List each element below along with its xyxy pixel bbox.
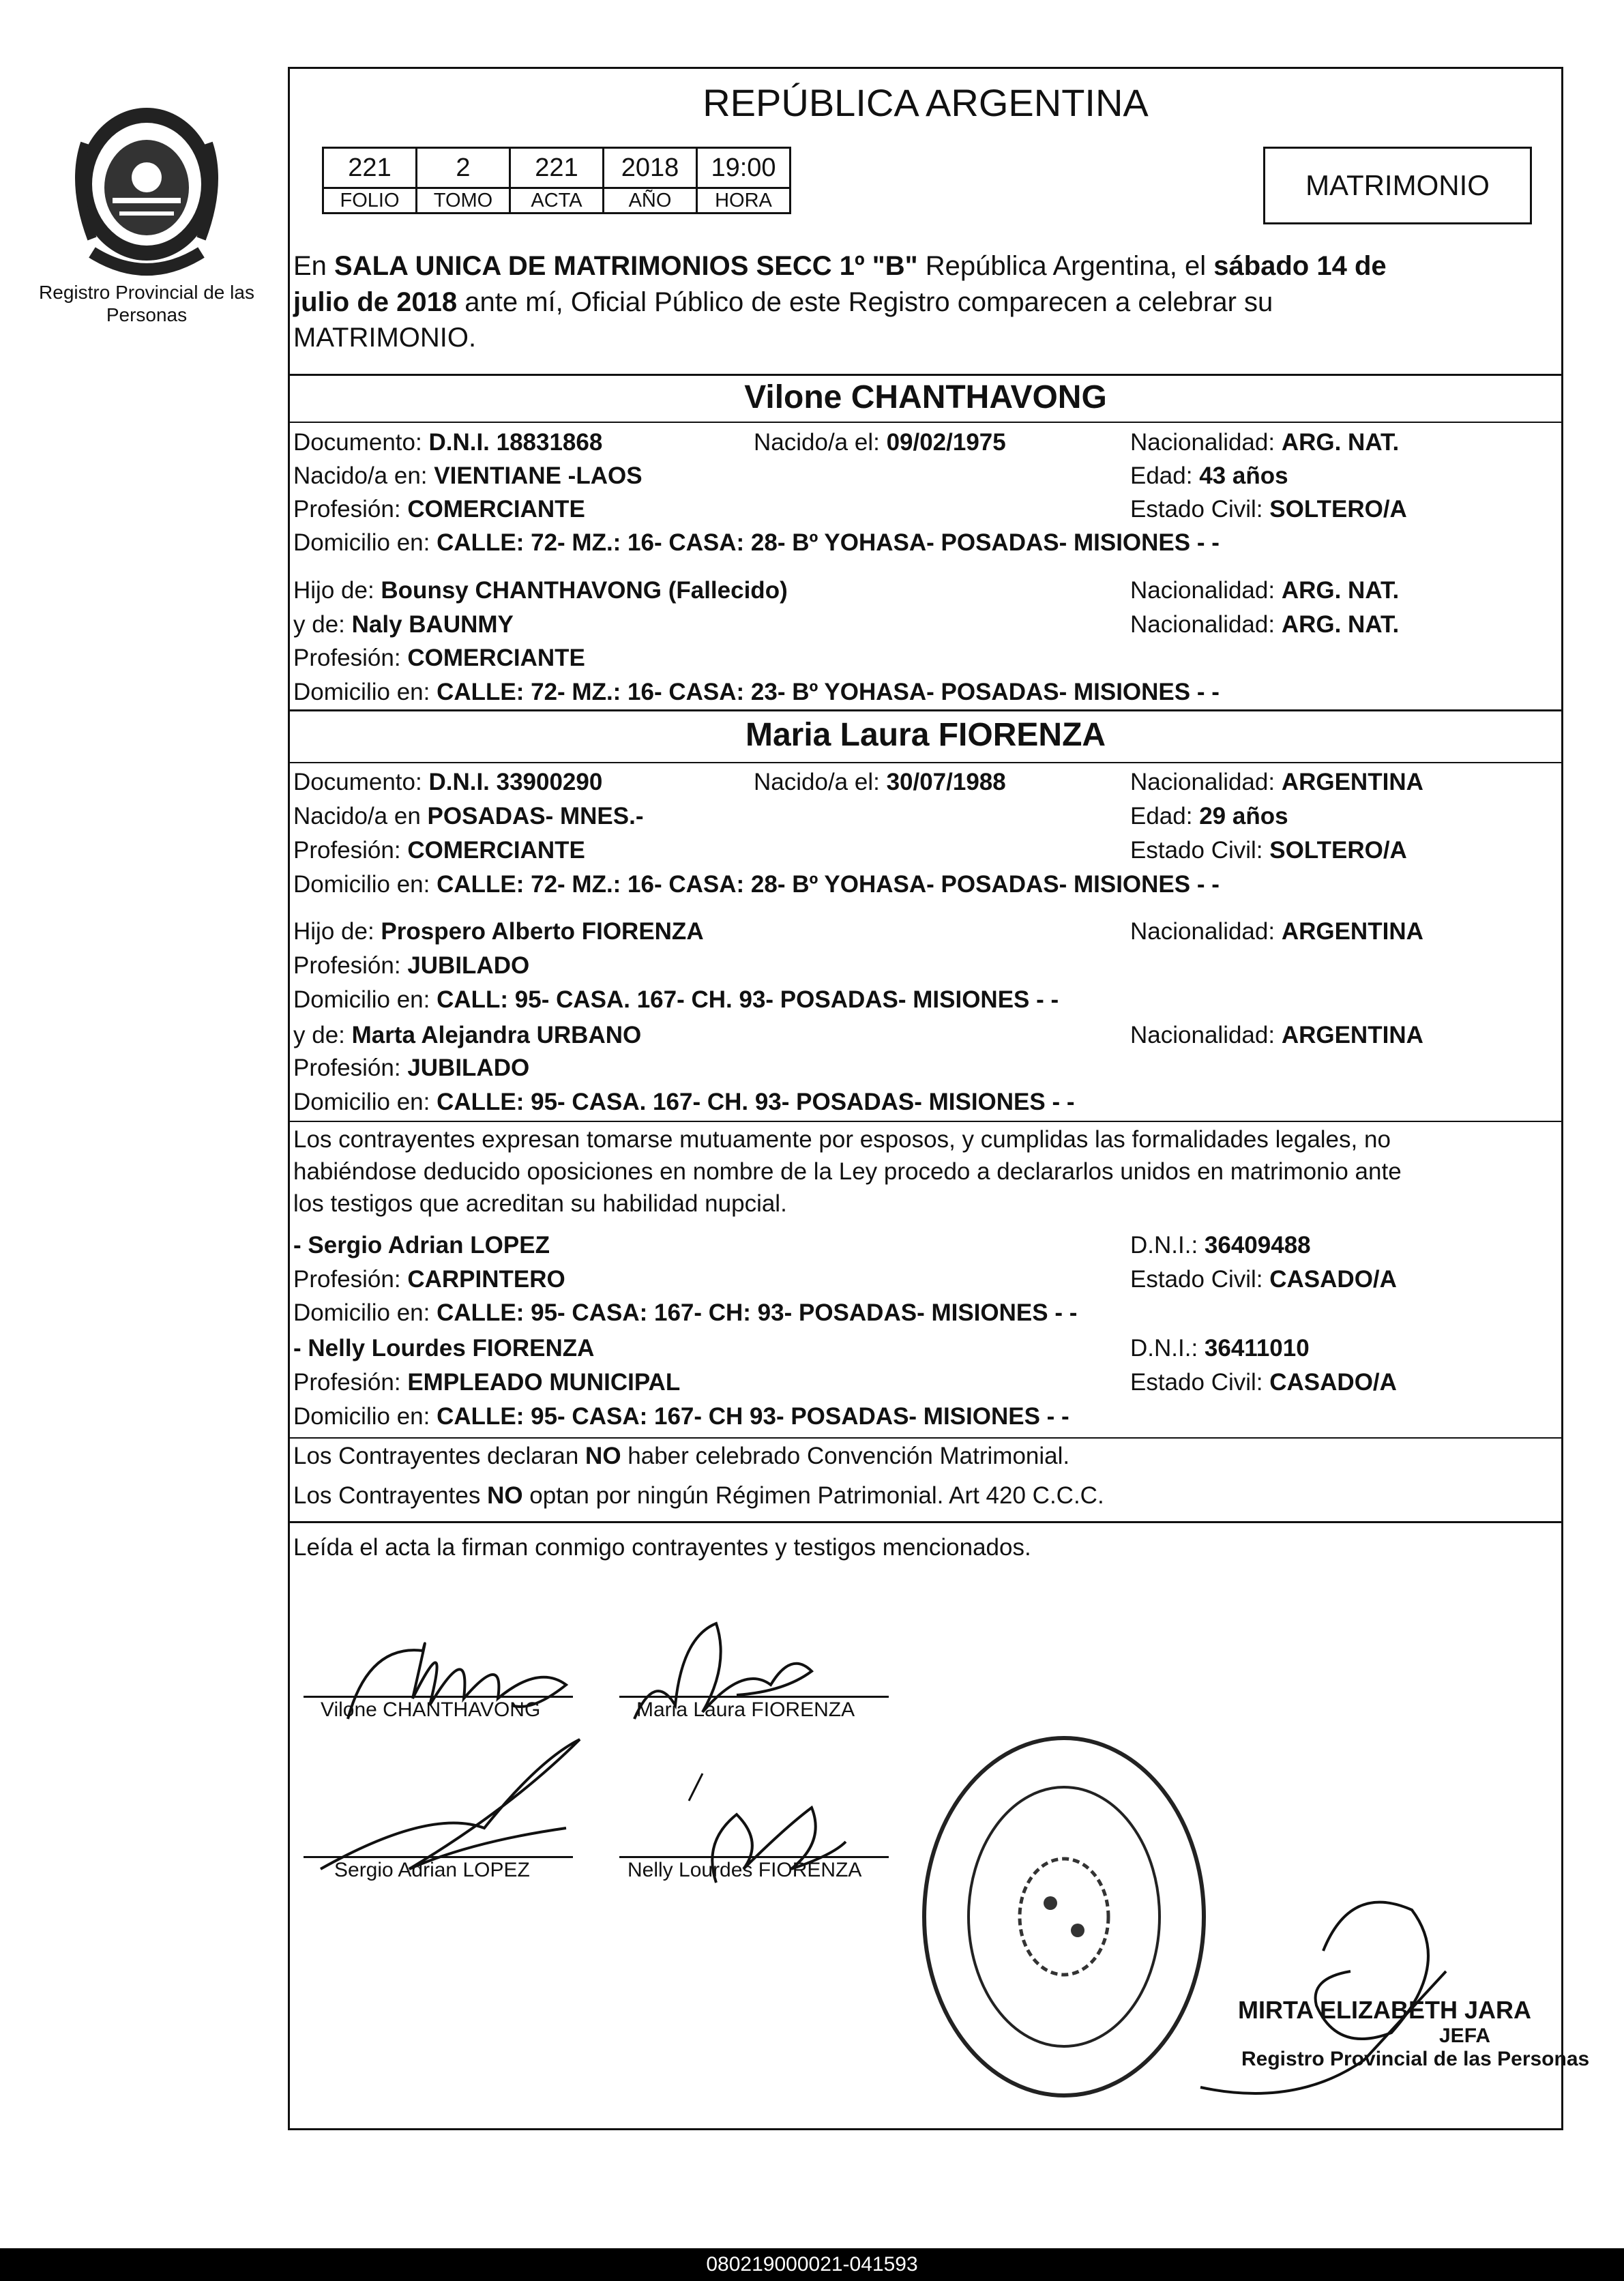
witness1-name: - Sergio Adrian LOPEZ (293, 1232, 550, 1259)
s1-born: Nacido/a el: 09/02/1975 (754, 429, 1006, 456)
anio-label: AÑO (604, 188, 697, 214)
intro-line-3: MATRIMONIO. (293, 323, 477, 353)
read-line: Leída el acta la firman conmigo contrayentes y testigos mencionados. (293, 1534, 1031, 1561)
s1-nat: Nacionalidad: ARG. NAT. (1130, 429, 1400, 456)
s1-parents-dom: Domicilio en: CALLE: 72- MZ.: 16- CASA: 23- Bº YOHASA- POSADAS- MISIONES - - (293, 679, 1220, 705)
signature-line (304, 1856, 573, 1858)
declaration-line-1: Los contrayentes expresan tomarse mutuamente por esposos, y cumplidas las formalidades legales, no (293, 1126, 1391, 1153)
s1-age: Edad: 43 años (1130, 462, 1288, 489)
s2-father-dom: Domicilio en: CALL: 95- CASA. 167- CH. 93- POSADAS- MISIONES - - (293, 986, 1059, 1013)
witness2-dni: D.N.I.: 36411010 (1130, 1335, 1310, 1362)
witness2-name: - Nelly Lourdes FIORENZA (293, 1335, 595, 1362)
hora-label: HORA (697, 188, 791, 214)
official-role: JEFA (1439, 2025, 1491, 2047)
s1-place: Nacido/a en: VIENTIANE -LAOS (293, 462, 643, 489)
s1-doc: Documento: D.N.I. 18831868 (293, 429, 603, 456)
footer-code: 080219000021-041593 (0, 2248, 1624, 2281)
s2-age: Edad: 29 años (1130, 803, 1288, 829)
s2-doc: Documento: D.N.I. 33900290 (293, 769, 603, 795)
witness2-civil: Estado Civil: CASADO/A (1130, 1369, 1397, 1396)
witness1-dom: Domicilio en: CALLE: 95- CASA: 167- CH: 93- POSADAS- MISIONES - - (293, 1299, 1078, 1326)
s1-mother-nat: Nacionalidad: ARG. NAT. (1130, 611, 1400, 638)
s1-prof: Profesión: COMERCIANTE (293, 496, 585, 523)
s1-dom: Domicilio en: CALLE: 72- MZ.: 16- CASA: 28- Bº YOHASA- POSADAS- MISIONES - - (293, 529, 1220, 556)
declaration-line-2: habiéndose deducido oposiciones en nombre de la Ley procedo a declararlos unidos en matrimonio ante (293, 1158, 1402, 1185)
divider (288, 1521, 1563, 1523)
signature-label-4: Nelly Lourdes FIORENZA (628, 1859, 862, 1881)
intro-line-1: En SALA UNICA DE MATRIMONIOS SECC 1º "B" República Argentina, el sábado 14 de (293, 251, 1387, 281)
signature-label-3: Sergio Adrian LOPEZ (334, 1859, 530, 1881)
witness1-civil: Estado Civil: CASADO/A (1130, 1266, 1397, 1293)
signature-label-2: Maria Laura FIORENZA (636, 1698, 855, 1721)
divider (288, 1121, 1563, 1122)
witness1-prof: Profesión: CARPINTERO (293, 1266, 565, 1293)
spouse1-name: Vilone CHANTHAVONG (744, 379, 1107, 415)
hora-value: 19:00 (697, 148, 791, 188)
tomo-value: 2 (417, 148, 510, 188)
intro-line-2: julio de 2018 ante mí, Oficial Público de este Registro comparecen a celebrar su (293, 287, 1273, 317)
regime-line-2: Los Contrayentes NO optan por ningún Régimen Patrimonial. Art 420 C.C.C. (293, 1482, 1104, 1509)
acta-value: 221 (510, 148, 604, 188)
divider (288, 422, 1563, 423)
divider (288, 1437, 1563, 1439)
witness2-dom: Domicilio en: CALLE: 95- CASA: 167- CH 93- POSADAS- MISIONES - - (293, 1403, 1069, 1430)
signature-line (304, 1696, 573, 1698)
signature-label-1: Vilone CHANTHAVONG (321, 1698, 541, 1721)
s2-born: Nacido/a el: 30/07/1988 (754, 769, 1006, 795)
divider (288, 374, 1563, 376)
s2-dom: Domicilio en: CALLE: 72- MZ.: 16- CASA: 28- Bº YOHASA- POSADAS- MISIONES - - (293, 871, 1220, 898)
s2-father: Hijo de: Prospero Alberto FIORENZA (293, 918, 704, 945)
page-title: REPÚBLICA ARGENTINA (703, 81, 1149, 124)
s1-father: Hijo de: Bounsy CHANTHAVONG (Fallecido) (293, 577, 788, 604)
s1-mother: y de: Naly BAUNMY (293, 611, 514, 638)
folio-value: 221 (323, 148, 417, 188)
signature-line (619, 1696, 889, 1698)
s2-nat: Nacionalidad: ARGENTINA (1130, 769, 1423, 795)
s2-mother-dom: Domicilio en: CALLE: 95- CASA. 167- CH. 93- POSADAS- MISIONES - - (293, 1089, 1075, 1115)
provincial-seal-logo (65, 102, 228, 286)
s1-father-nat: Nacionalidad: ARG. NAT. (1130, 577, 1400, 604)
declaration-line-3: los testigos que acreditan su habilidad nupcial. (293, 1190, 787, 1217)
witness2-prof: Profesión: EMPLEADO MUNICIPAL (293, 1369, 681, 1396)
acta-label: ACTA (510, 188, 604, 214)
s2-mother-prof: Profesión: JUBILADO (293, 1055, 530, 1081)
s1-parents-prof: Profesión: COMERCIANTE (293, 645, 585, 671)
logo-caption: Registro Provincial de las Personas (39, 282, 254, 325)
tomo-label: TOMO (417, 188, 510, 214)
divider (288, 762, 1563, 763)
s2-mother: y de: Marta Alejandra URBANO (293, 1022, 642, 1048)
s2-place: Nacido/a en POSADAS- MNES.- (293, 803, 644, 829)
registry-grid (322, 147, 791, 214)
folio-label: FOLIO (323, 188, 417, 214)
witness1-dni: D.N.I.: 36409488 (1130, 1232, 1311, 1259)
s2-father-prof: Profesión: JUBILADO (293, 952, 530, 979)
official-name: MIRTA ELIZABETH JARA (1238, 1996, 1531, 2024)
official-office: Registro Provincial de las Personas (1241, 2048, 1590, 2070)
signature-line (619, 1856, 889, 1858)
s2-father-nat: Nacionalidad: ARGENTINA (1130, 918, 1423, 945)
s2-mother-nat: Nacionalidad: ARGENTINA (1130, 1022, 1423, 1048)
matrimonio-box: MATRIMONIO (1263, 147, 1532, 224)
seal-emblem-icon (65, 102, 228, 286)
regime-line-1: Los Contrayentes declaran NO haber celebrado Convención Matrimonial. (293, 1443, 1070, 1469)
anio-value: 2018 (604, 148, 697, 188)
s1-civil: Estado Civil: SOLTERO/A (1130, 496, 1407, 523)
s2-civil: Estado Civil: SOLTERO/A (1130, 837, 1407, 864)
divider (288, 709, 1563, 711)
s2-prof: Profesión: COMERCIANTE (293, 837, 585, 864)
spouse2-name: Maria Laura FIORENZA (745, 717, 1106, 753)
signature-scribbles (293, 1583, 907, 1937)
